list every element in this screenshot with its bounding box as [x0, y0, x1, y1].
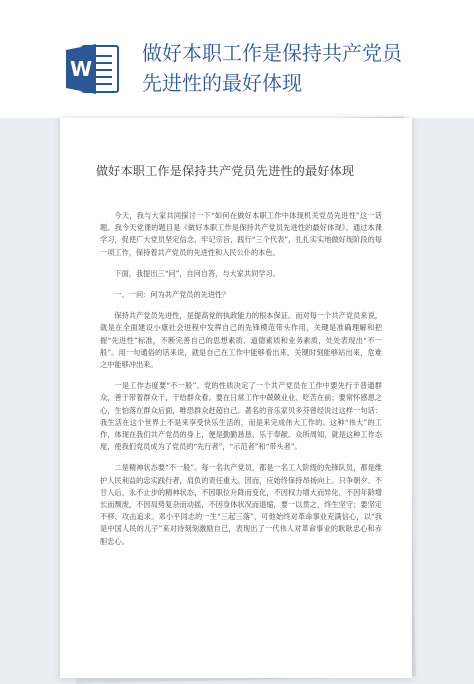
header-title-line1: 做好本职工作是保持共产党员 [142, 41, 402, 65]
paragraph: 一是工作态度要“不一般”。党的性质决定了一个共产党员在工作中要先行于普通群众，善于带着群众干，干给群众看。要在日常工作中兢兢业业、吃苦在前；要常怀感恩之心，生怕落在群众后面，唯恐群众赶超自己。著名的音乐家贝多芬曾经说过这样一句话：我生活在这个世界上不是来享受快乐生活的，而是来完成伟大工作的。这种“伟大”的工作，体现在我们共产党员的身上，便是勤勤恳恳、乐于奉献。众所周知，就是这种工作态度，使我们党员成为了党员的“先行者”，“示范者”和“带头者”。 [100, 381, 382, 452]
header-title-line2: 先进性的最好体现 [142, 71, 302, 95]
document-page [60, 118, 412, 678]
paragraph: 保持共产党员先进性，是提高党的执政能力的根本保证。而对每一个共产党员来说，就是在全面建设小康社会进程中发挥自己的先锋模范带头作用，关键是准确理解和把握“先进性”标准，不断完善自己的思想素质、道德素质和业务素质，处处表现出“不一般”。用一句通俗的话来说，就是自己在工作中能够看出来，关键时刻能够站出来，危难之中能够冲出来。 [100, 311, 382, 370]
paragraph: 二是精神状态要“不一般”。每一名共产党员，都是一名工人阶级的先锋队员，都是维护人民利益的忠实践行者，肩负的责任重大。因而，应始终保持昂扬向上、只争朝夕、不甘人后、永不止步的精神状态，不因职位升降而变化，不因权力增大而异化，不因年龄增长而颓废，不因局势复杂而动摇，不因身体状况而退缩，要一以贯之，终生坚守；要坚定不移、攻击追求。邓小平同志的一生“三起三落”，可他始终对革命事业充满信心，以“我是中国人民的儿子”来对待刻刻激励自己，表现出了一代伟人对革命事业的耿耿忠心和赤胆忠心。 [100, 463, 382, 546]
svg-text:W: W [69, 57, 93, 81]
section-heading: 一、一问：何为共产党员的先进性？ [114, 290, 230, 300]
header [0, 0, 474, 118]
header-title [142, 38, 462, 98]
document-body [100, 210, 382, 557]
document-title: 做好本职工作是保持共产党员先进性的最好体现 [96, 164, 355, 178]
word-document-icon [64, 40, 122, 98]
paragraph: 今天，我与大家共同探讨一下“如何在做好本职工作中体现机关党员先进性”这一话题。我今天党课的题目是《做好本职工作是保持共产党员先进性的最好体现》。通过本课学习，促使广大党员坚定信念，牢记宗旨，践行“三个代表”，扎扎实实地做好现阶段的每一项工作，保持着共产党员的先进性和人民公仆的本色。 [100, 211, 382, 257]
paragraph: 下面，我提出三“问”，自问自答，与大家共同学习。 [114, 268, 280, 278]
